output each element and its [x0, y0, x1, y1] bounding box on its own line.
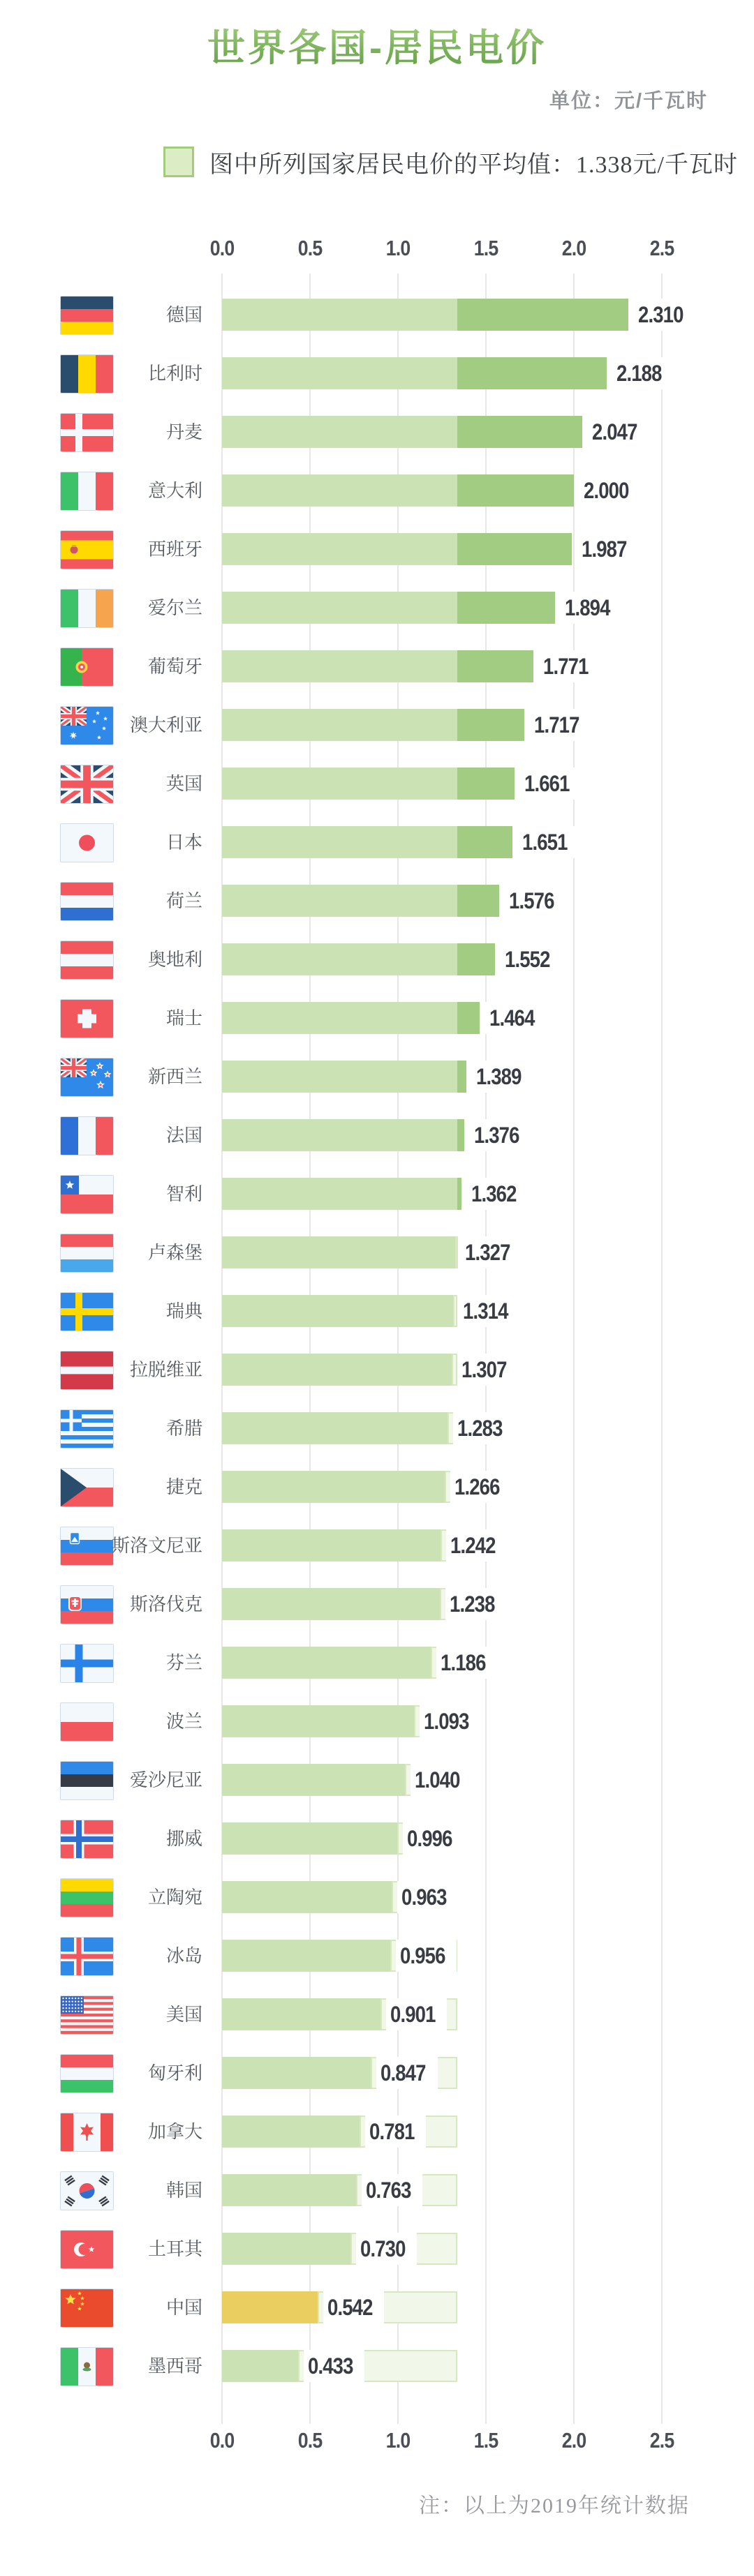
country-row-fr	[0, 1106, 754, 1165]
country-row-it	[0, 461, 754, 520]
bar-above-average-segment	[457, 592, 555, 624]
bar-zone	[222, 1764, 753, 1796]
country-name: 斯洛文尼亚	[111, 1535, 202, 1556]
value-label: 1.186	[436, 1647, 497, 1679]
country-row-gb	[0, 754, 754, 813]
value-label: 1.464	[485, 1002, 546, 1034]
bar-base-segment	[222, 1178, 457, 1210]
bar-zone	[222, 1588, 753, 1620]
bar-zone	[222, 1471, 753, 1503]
bar-above-average-segment	[457, 826, 512, 858]
country-name: 希腊	[165, 1418, 202, 1439]
value-label: 1.552	[501, 943, 561, 975]
bar-zone	[222, 1529, 753, 1562]
country-name: 西班牙	[147, 539, 202, 560]
axis-tick-label: 0.0	[209, 2428, 235, 2453]
value-label: 0.763	[362, 2174, 422, 2206]
x-axis-top	[0, 236, 754, 264]
gap-to-average-segment	[453, 1295, 457, 1327]
country-row-ch	[0, 989, 754, 1047]
country-row-tr	[0, 2219, 754, 2278]
legend	[163, 142, 738, 181]
country-row-au	[0, 696, 754, 754]
country-row-hu	[0, 2044, 754, 2102]
country-row-si	[0, 1516, 754, 1575]
country-row-at	[0, 930, 754, 989]
axis-tick-label: 2.0	[561, 2428, 586, 2453]
legend-text: 图中所列国家居民电价的平均值：1.338元/千瓦时	[209, 151, 738, 178]
country-name: 英国	[165, 773, 202, 794]
country-name: 韩国	[165, 2180, 202, 2201]
bar-base-segment	[222, 709, 457, 741]
country-row-kr	[0, 2161, 754, 2219]
value-label: 1.894	[561, 592, 621, 624]
bar-base-segment	[222, 1471, 445, 1503]
bar-base-segment	[222, 416, 457, 448]
bar-zone	[222, 2291, 753, 2323]
value-label: 1.093	[420, 1705, 480, 1737]
value-label: 1.314	[459, 1295, 519, 1327]
country-name: 冰岛	[165, 1945, 202, 1966]
country-name: 瑞典	[165, 1301, 202, 1321]
bar-above-average-segment	[457, 709, 524, 741]
country-name: 中国	[165, 2297, 202, 2318]
country-row-cl	[0, 1165, 754, 1223]
value-label: 2.188	[612, 357, 673, 389]
country-name: 智利	[165, 1183, 202, 1204]
bar-base-segment	[222, 1705, 414, 1737]
country-name: 墨西哥	[147, 2356, 202, 2376]
value-label: 1.376	[470, 1119, 531, 1151]
country-name: 奥地利	[147, 949, 202, 970]
value-label: 0.542	[323, 2291, 384, 2323]
bar-zone	[222, 709, 753, 741]
value-label: 1.362	[467, 1178, 528, 1210]
bar-above-average-segment	[457, 885, 499, 917]
axis-tick-label: 1.0	[385, 236, 411, 260]
country-name: 美国	[165, 2004, 202, 2025]
bar-above-average-segment	[457, 943, 495, 975]
country-name: 斯洛伐克	[129, 1594, 202, 1615]
country-name: 意大利	[147, 480, 202, 501]
country-name: 法国	[165, 1125, 202, 1146]
axis-tick-label: 2.5	[649, 2428, 674, 2453]
bar-base-segment	[222, 1412, 448, 1444]
country-name: 德国	[165, 304, 202, 325]
bar-base-segment	[222, 1002, 457, 1034]
country-row-no	[0, 1809, 754, 1868]
axis-tick-label: 1.5	[473, 2428, 498, 2453]
bar-base-segment	[222, 1529, 441, 1562]
value-label: 1.389	[472, 1061, 533, 1093]
bar-zone	[222, 1412, 753, 1444]
country-row-ca	[0, 2102, 754, 2161]
bar-zone	[222, 357, 753, 389]
legend-swatch-icon	[163, 147, 194, 177]
bar-above-average-segment	[457, 767, 514, 800]
country-name: 捷克	[165, 1476, 202, 1497]
country-name: 葡萄牙	[147, 656, 202, 677]
country-row-cz	[0, 1458, 754, 1516]
country-row-us	[0, 1985, 754, 2044]
value-label: 2.047	[588, 416, 649, 448]
bar-base-segment	[222, 2116, 360, 2148]
value-label: 1.576	[505, 885, 566, 917]
bar-base-segment	[222, 885, 457, 917]
bar-zone	[222, 1881, 753, 1913]
country-name: 爱沙尼亚	[129, 1769, 202, 1790]
country-row-lv	[0, 1340, 754, 1399]
bar-above-average-segment	[457, 416, 582, 448]
bar-above-average-segment	[457, 1119, 464, 1151]
value-label: 2.000	[579, 474, 640, 507]
country-row-be	[0, 344, 754, 403]
value-label: 0.901	[386, 1998, 447, 2030]
bar-zone	[222, 1940, 753, 1972]
bar-base-segment	[222, 357, 457, 389]
country-name: 挪威	[165, 1828, 202, 1849]
bar-base-segment	[222, 2350, 298, 2382]
axis-tick-label: 2.5	[649, 236, 674, 260]
country-row-se	[0, 1282, 754, 1340]
country-row-cn	[0, 2278, 754, 2337]
value-label: 0.847	[376, 2057, 437, 2089]
gap-to-average-segment	[455, 1236, 458, 1268]
country-name: 波兰	[165, 1711, 202, 1732]
bar-above-average-segment	[457, 1061, 466, 1093]
bar-base-segment	[222, 1354, 452, 1386]
bar-base-segment	[222, 299, 457, 331]
country-row-mx	[0, 2337, 754, 2395]
bar-above-average-segment	[457, 650, 533, 682]
country-name: 加拿大	[147, 2121, 202, 2142]
value-label: 2.310	[634, 299, 695, 331]
country-name: 爱尔兰	[147, 597, 202, 618]
bar-highlight-segment	[222, 2291, 318, 2323]
country-row-es	[0, 520, 754, 578]
bar-zone	[222, 2174, 753, 2206]
bar-zone	[222, 2116, 753, 2148]
country-row-ee	[0, 1751, 754, 1809]
bar-above-average-segment	[457, 357, 607, 389]
value-label: 1.327	[461, 1236, 522, 1268]
value-label: 0.781	[365, 2116, 426, 2148]
value-label: 1.651	[518, 826, 579, 858]
bar-zone	[222, 2057, 753, 2089]
bar-base-segment	[222, 650, 457, 682]
value-label: 0.996	[403, 1822, 464, 1855]
bar-zone	[222, 1647, 753, 1679]
country-row-jp	[0, 813, 754, 871]
bar-base-segment	[222, 592, 457, 624]
bar-zone	[222, 1061, 753, 1093]
value-label: 1.242	[446, 1529, 507, 1562]
country-name: 比利时	[147, 363, 202, 384]
value-label: 1.307	[457, 1354, 518, 1386]
bar-zone	[222, 2350, 753, 2382]
country-row-dk	[0, 403, 754, 461]
axis-tick-label: 0.5	[297, 2428, 323, 2453]
bar-zone	[222, 767, 753, 800]
bar-base-segment	[222, 1295, 453, 1327]
bar-zone	[222, 416, 753, 448]
country-row-ie	[0, 578, 754, 637]
value-label: 1.283	[453, 1412, 514, 1444]
country-name: 匈牙利	[147, 2062, 202, 2083]
country-name: 拉脱维亚	[129, 1359, 202, 1380]
value-label: 1.987	[577, 533, 638, 565]
country-name: 丹麦	[165, 421, 202, 442]
bar-zone	[222, 885, 753, 917]
value-label: 1.717	[530, 709, 591, 741]
country-row-nz	[0, 1047, 754, 1106]
country-name: 土耳其	[147, 2238, 202, 2259]
bar-base-segment	[222, 474, 457, 507]
bar-zone	[222, 592, 753, 624]
bar-above-average-segment	[457, 533, 572, 565]
bar-base-segment	[222, 1647, 431, 1679]
bar-base-segment	[222, 1998, 380, 2030]
country-name: 卢森堡	[147, 1242, 202, 1263]
axis-tick-label: 1.5	[473, 236, 498, 260]
value-label: 1.266	[450, 1471, 511, 1503]
country-name: 新西兰	[147, 1066, 202, 1087]
country-name: 芬兰	[165, 1652, 202, 1673]
country-row-fi	[0, 1633, 754, 1692]
value-label: 1.661	[520, 767, 581, 800]
bar-base-segment	[222, 1822, 397, 1855]
bar-base-segment	[222, 1061, 457, 1093]
bar-zone	[222, 1002, 753, 1034]
bar-zone	[222, 1998, 753, 2030]
bar-zone	[222, 1295, 753, 1327]
bar-zone	[222, 1822, 753, 1855]
bar-base-segment	[222, 1881, 392, 1913]
country-row-de	[0, 285, 754, 344]
value-label: 0.956	[396, 1940, 457, 1972]
bar-base-segment	[222, 533, 457, 565]
bar-zone	[222, 2233, 753, 2265]
bar-zone	[222, 826, 753, 858]
axis-tick-label: 0.0	[209, 236, 235, 260]
bar-above-average-segment	[457, 1178, 461, 1210]
country-row-lu	[0, 1223, 754, 1282]
value-label: 0.963	[397, 1881, 458, 1913]
bar-zone	[222, 1119, 753, 1151]
country-row-is	[0, 1926, 754, 1985]
bar-base-segment	[222, 2233, 350, 2265]
value-label: 0.730	[356, 2233, 417, 2265]
axis-tick-label: 2.0	[561, 236, 586, 260]
country-row-lt	[0, 1868, 754, 1926]
page-title: 世界各国-居民电价	[0, 18, 754, 72]
footer-note: 注：以上为2019年统计数据	[419, 2494, 690, 2517]
value-label: 1.238	[445, 1588, 506, 1620]
bar-base-segment	[222, 1588, 440, 1620]
bar-zone	[222, 1354, 753, 1386]
bar-above-average-segment	[457, 474, 574, 507]
country-name: 日本	[165, 832, 202, 853]
bar-zone	[222, 533, 753, 565]
country-row-pl	[0, 1692, 754, 1751]
country-row-gr	[0, 1399, 754, 1458]
bar-zone	[222, 1705, 753, 1737]
bar-zone	[222, 1178, 753, 1210]
bar-zone	[222, 1236, 753, 1268]
country-row-sk	[0, 1575, 754, 1633]
bar-base-segment	[222, 1236, 455, 1268]
bar-base-segment	[222, 2057, 371, 2089]
bar-base-segment	[222, 2174, 356, 2206]
bar-zone	[222, 299, 753, 331]
country-name: 澳大利亚	[129, 714, 202, 735]
bar-above-average-segment	[457, 299, 628, 331]
unit-label: 单位：元/千瓦时	[549, 90, 708, 112]
x-axis-bottom	[0, 2428, 754, 2456]
value-label: 1.040	[411, 1764, 471, 1796]
bar-base-segment	[222, 943, 457, 975]
bar-base-segment	[222, 767, 457, 800]
bar-above-average-segment	[457, 1002, 480, 1034]
country-name: 立陶宛	[147, 1887, 202, 1908]
bar-zone	[222, 943, 753, 975]
bar-base-segment	[222, 1940, 390, 1972]
country-name: 瑞士	[165, 1008, 202, 1028]
country-row-pt	[0, 637, 754, 696]
axis-tick-label: 1.0	[385, 2428, 411, 2453]
value-label: 0.433	[304, 2350, 364, 2382]
axis-tick-label: 0.5	[297, 236, 323, 260]
bar-base-segment	[222, 1119, 457, 1151]
bar-base-segment	[222, 826, 457, 858]
country-name: 荷兰	[165, 890, 202, 911]
gap-to-average-segment	[452, 1354, 457, 1386]
bar-base-segment	[222, 1764, 405, 1796]
bar-zone	[222, 650, 753, 682]
country-row-nl	[0, 871, 754, 930]
bar-zone	[222, 474, 753, 507]
value-label: 1.771	[539, 650, 600, 682]
